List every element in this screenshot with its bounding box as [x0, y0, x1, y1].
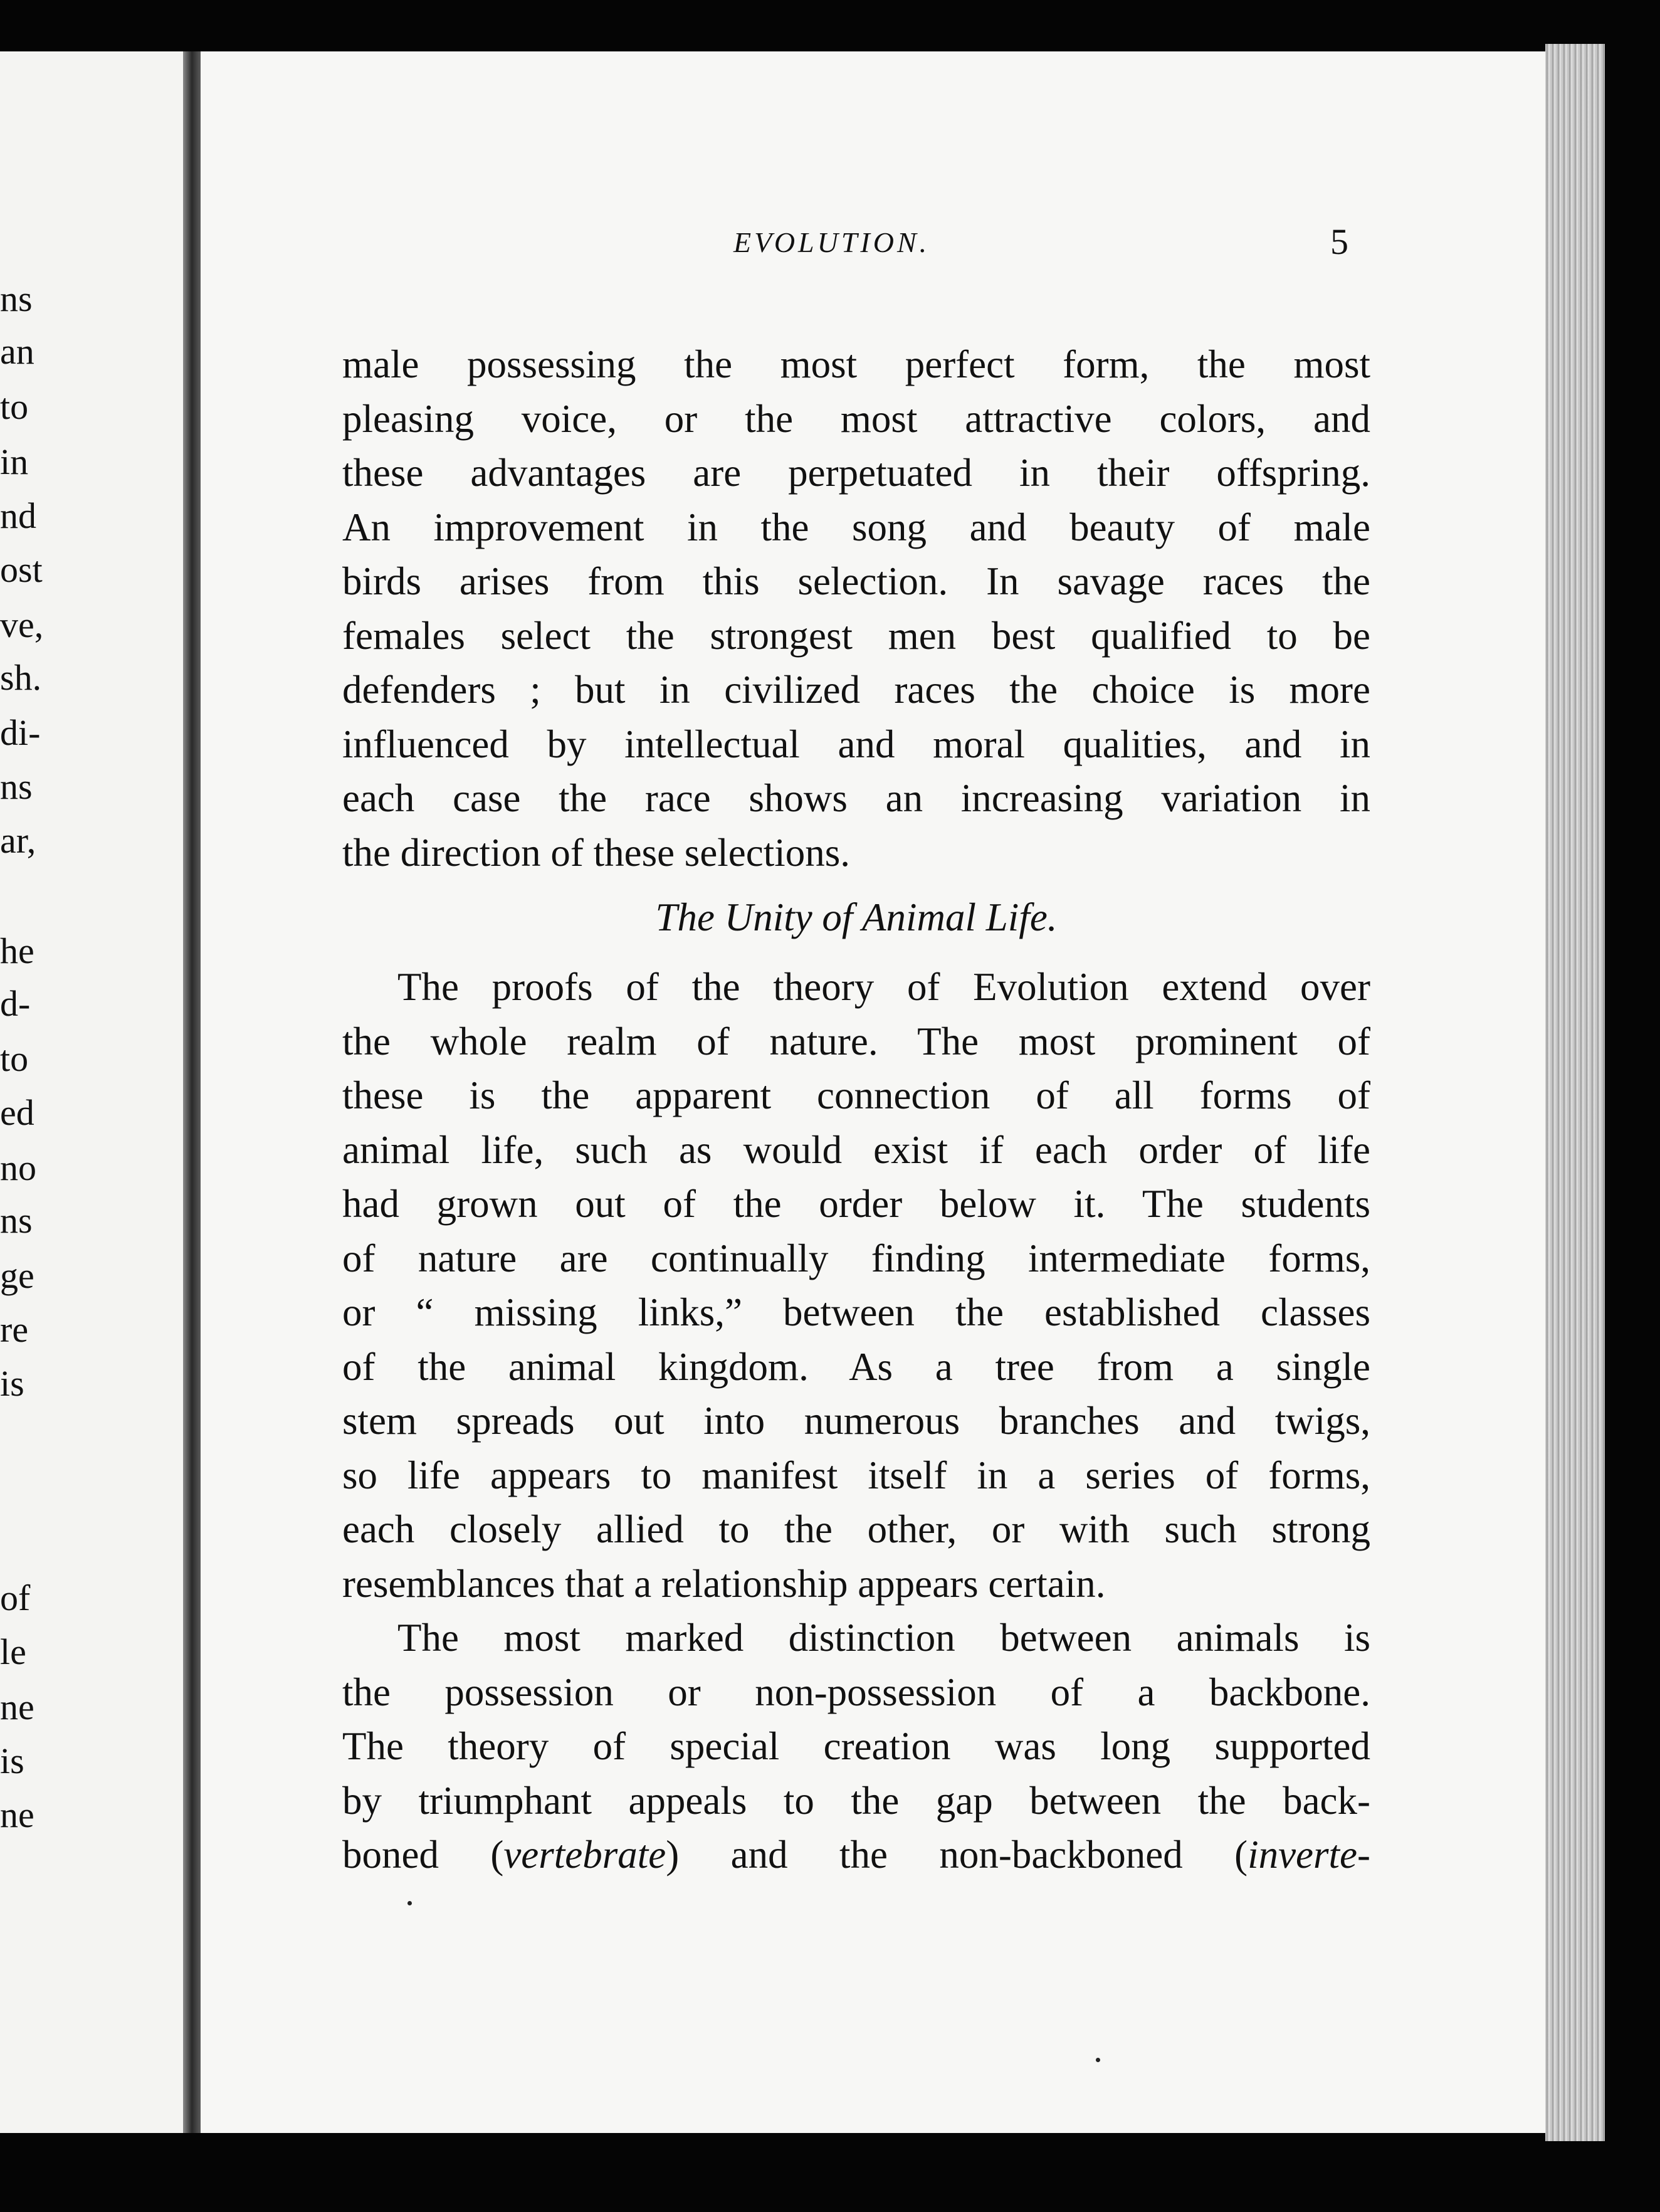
body-text — [342, 337, 1370, 1882]
left-page-text-fragment: of — [0, 1577, 31, 1618]
text-line: defenders ; but in civilized races the choice is more — [342, 668, 1370, 712]
paragraph-2 — [342, 960, 1370, 1611]
text-line: influenced by intellectual and moral qualities, and in — [342, 722, 1370, 766]
text-line: male possessing the most perfect form, the most — [342, 342, 1370, 386]
left-page-text-fragment: di- — [0, 712, 41, 753]
italic-term: inverte- — [1248, 1833, 1370, 1877]
text-line: by triumphant appeals to the gap between the back- — [342, 1778, 1370, 1823]
left-page-text-fragment: ge — [0, 1255, 34, 1296]
left-page-text-fragment: nd — [0, 495, 36, 536]
italic-term: vertebrate — [503, 1833, 666, 1877]
text-line: pleasing voice, or the most attractive colors, and — [342, 396, 1370, 441]
left-page-text-fragment: no — [0, 1147, 36, 1188]
text-line: had grown out of the order below it. The students — [342, 1182, 1370, 1226]
text-run: ) and the non-backboned ( — [666, 1833, 1248, 1877]
left-page-text-fragment: ost — [0, 549, 43, 590]
text-line: resemblances that a relationship appears certain. — [342, 1561, 1106, 1606]
text-line: animal life, such as would exist if each order of life — [342, 1127, 1370, 1172]
left-page-text-fragment: sh. — [0, 657, 42, 698]
text-line: females select the strongest men best qualified to be — [342, 613, 1370, 658]
left-page-text-fragment: to — [0, 1038, 29, 1079]
text-line: the possession or non-possession of a backbone. — [342, 1670, 1370, 1714]
left-page-text-fragment: an — [0, 331, 34, 372]
text-line: The most marked distinction between animals is — [397, 1616, 1370, 1660]
left-page-text-fragment: is — [0, 1741, 24, 1781]
book-gutter — [183, 51, 201, 2133]
ink-speck — [407, 1901, 412, 1905]
left-page-text-fragment: re — [0, 1309, 29, 1350]
text-line: of the animal kingdom. As a tree from a single — [342, 1344, 1370, 1389]
text-line: these is the apparent connection of all forms of — [342, 1073, 1370, 1117]
left-page-text-fragment: ed — [0, 1092, 34, 1133]
text-line: of nature are continually finding intermediate forms, — [342, 1236, 1370, 1280]
left-page-text-fragment: he — [0, 930, 34, 971]
text-line: or “ missing links,” between the established classes — [342, 1290, 1370, 1334]
left-page-text-fragment: ns — [0, 766, 33, 807]
running-header: EVOLUTION. — [733, 226, 930, 258]
section-heading: The Unity of Animal Life. — [655, 895, 1058, 939]
text-line: stem spreads out into numerous branches and twigs, — [342, 1399, 1370, 1443]
ink-speck — [1096, 2058, 1100, 2062]
left-page-text-fragment: ns — [0, 278, 33, 319]
paragraph-3 — [342, 1611, 1370, 1882]
text-line: The proofs of the theory of Evolution extend over — [397, 965, 1370, 1009]
paragraph-1 — [342, 337, 1370, 880]
text-line — [342, 1828, 1370, 1882]
text-line: these advantages are perpetuated in their offspring. — [342, 451, 1370, 495]
left-page-text-fragment: ns — [0, 1200, 33, 1241]
text-run: boned ( — [342, 1833, 504, 1877]
page-edge — [1545, 44, 1605, 2141]
left-page-text-fragment: in — [0, 441, 29, 482]
left-page-text-fragment: le — [0, 1631, 26, 1672]
text-line: birds arises from this selection. In savage races the — [342, 559, 1370, 603]
left-page-text-fragment: ne — [0, 1794, 34, 1835]
left-page-text-fragment: d- — [0, 983, 31, 1024]
text-line: the direction of these selections. — [342, 830, 850, 875]
text-line: each case the race shows an increasing variation in — [342, 776, 1370, 820]
text-line: each closely allied to the other, or with such strong — [342, 1507, 1370, 1551]
page-number: 5 — [1330, 221, 1348, 262]
left-page-text-fragment: ve, — [0, 604, 44, 645]
text-line: An improvement in the song and beauty of male — [342, 505, 1370, 549]
book-page — [201, 51, 1545, 2133]
left-facing-page — [0, 51, 183, 2133]
left-page-text-fragment: ar, — [0, 820, 36, 861]
left-page-text-fragment: is — [0, 1363, 24, 1404]
left-page-text-fragment: ne — [0, 1687, 34, 1727]
left-page-text-fragment: to — [0, 386, 29, 427]
text-line: The theory of special creation was long supported — [342, 1724, 1370, 1768]
text-line: the whole realm of nature. The most prominent of — [342, 1019, 1370, 1063]
text-line: so life appears to manifest itself in a series of forms, — [342, 1453, 1370, 1497]
